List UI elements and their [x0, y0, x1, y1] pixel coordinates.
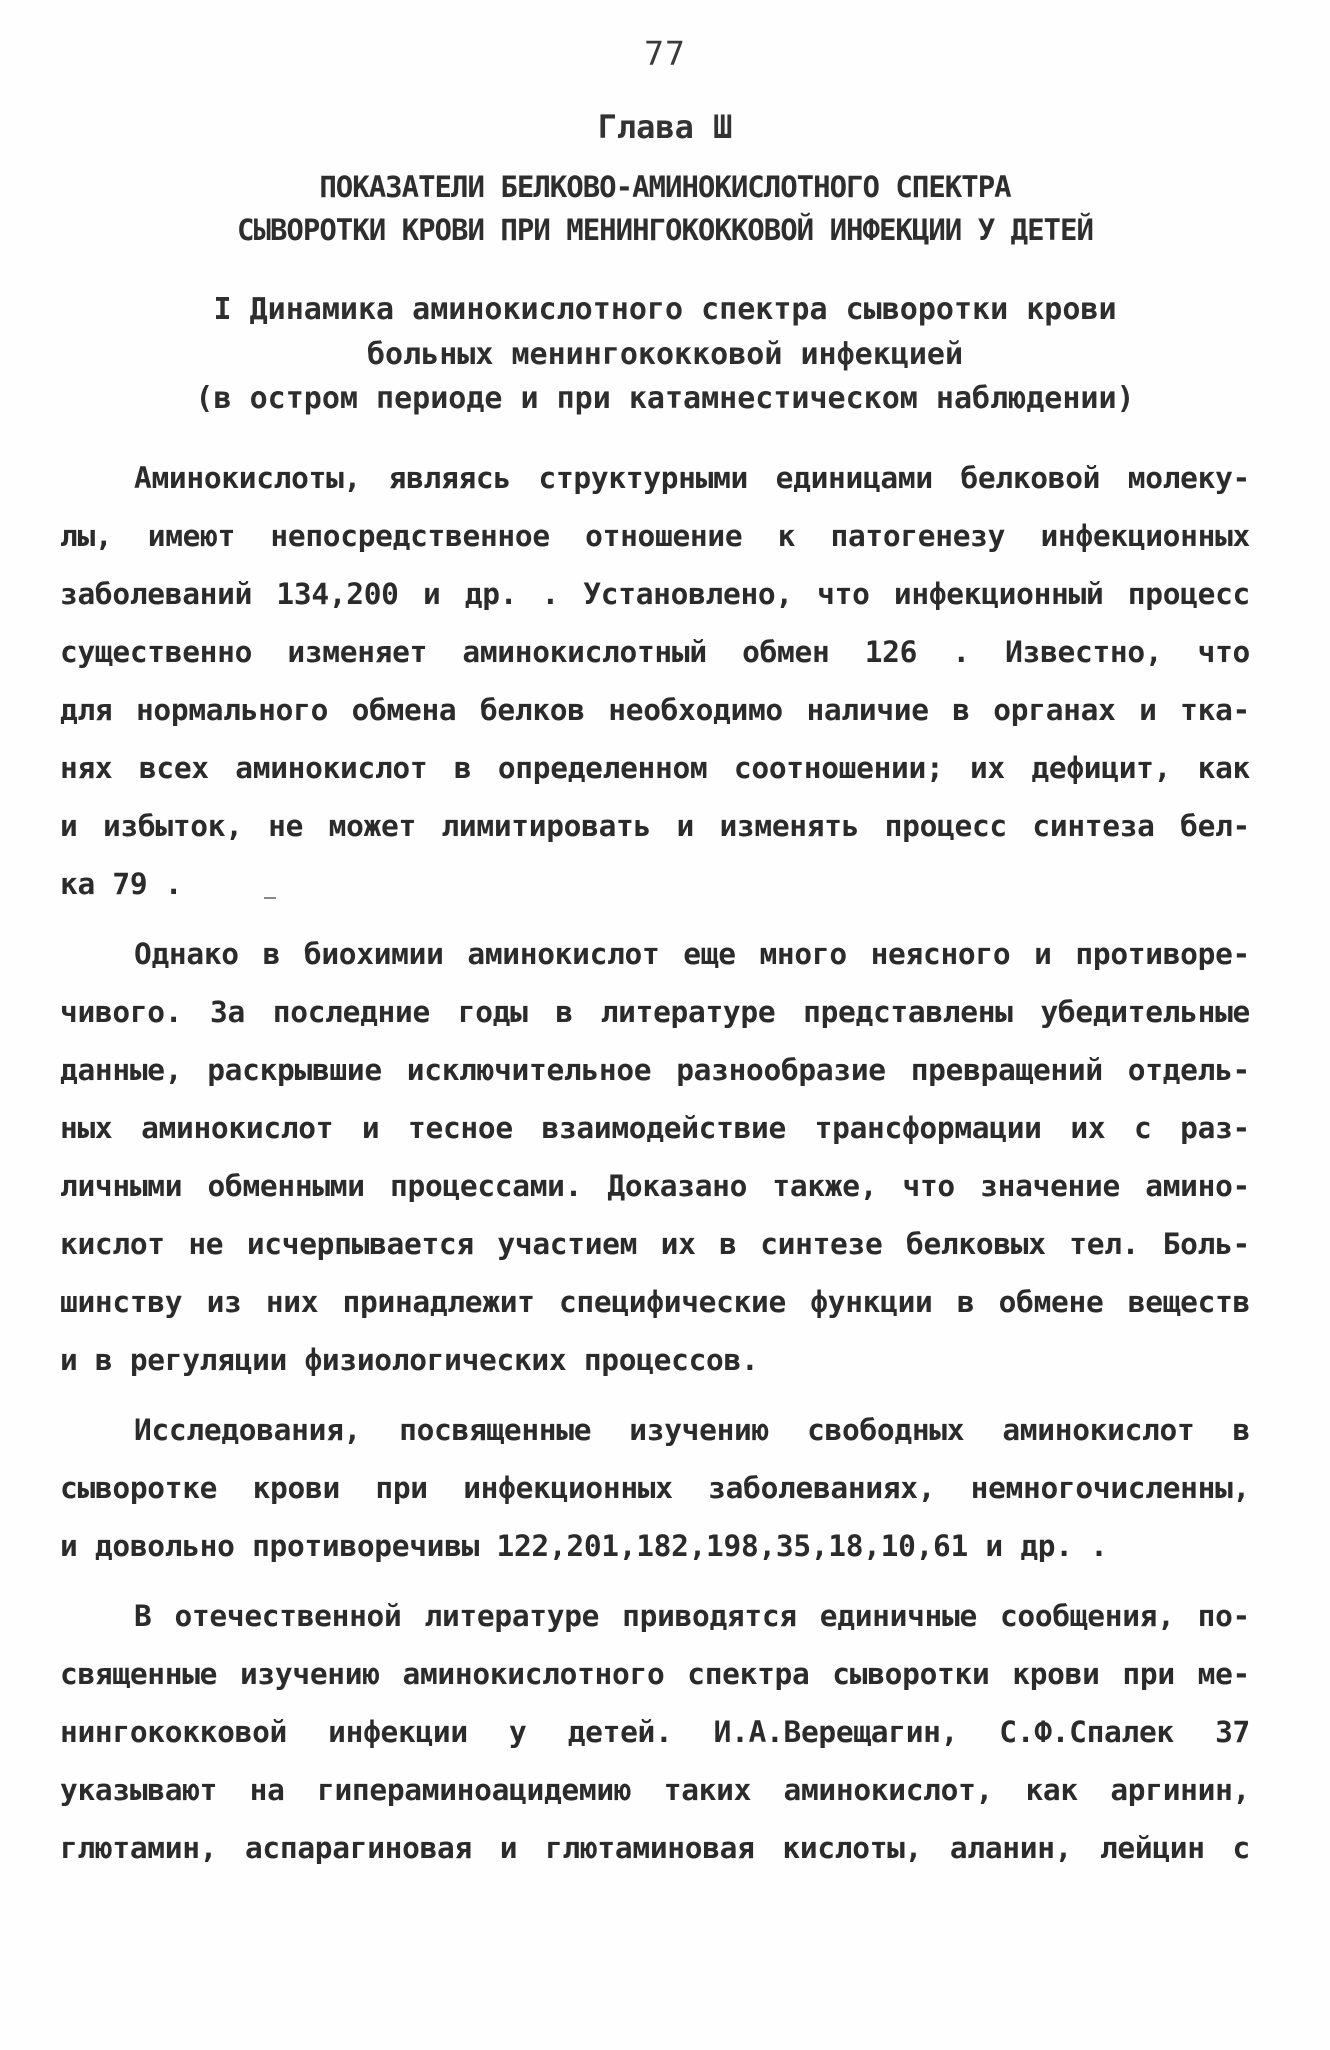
body-line: Однако в биохимии аминокислот еще много неясного и противоре-: [134, 937, 1250, 971]
body-line: чивого. За последние годы в литературе представлены убедительные: [60, 995, 1250, 1029]
body-line: В отечественной литературе приводятся единичные сообщения, по-: [134, 1599, 1250, 1633]
section-heading-line-2: больных менингококковой инфекцией: [366, 337, 964, 372]
body-line: глютамин, аспарагиновая и глютаминовая кислоты, аланин, лейцин с: [60, 1831, 1250, 1865]
body-line: шинству из них принадлежит специфические функции в обмене веществ: [60, 1285, 1250, 1319]
body-line: Исследования, посвященные изучению свободных аминокислот в: [134, 1413, 1250, 1447]
body-line: ка 79 .: [60, 867, 183, 901]
body-line: и избыток, не может лимитировать и изменять процесс синтеза бел-: [60, 809, 1250, 843]
section-heading-line-1: I Динамика аминокислотного спектра сыворотки крови: [213, 292, 1117, 327]
body-line: и довольно противоречивы 122,201,182,198,35,18,10,61 и др. .: [60, 1529, 1108, 1563]
body-line: лы, имеют непосредственное отношение к патогенезу инфекционных: [60, 519, 1250, 553]
section-heading-line-3: (в остром периоде и при катамнестическом наблюдении): [195, 381, 1135, 416]
page-number: 77: [644, 34, 686, 73]
body-line: нях всех аминокислот в определенном соотношении; их дефицит, как: [60, 751, 1250, 785]
body-line: Аминокислоты, являясь структурными единицами белковой молеку-: [134, 461, 1250, 495]
body-line: ных аминокислот и тесное взаимодействие трансформации их с раз-: [60, 1111, 1250, 1145]
body-line: священные изучению аминокислотного спектра сыворотки крови при ме-: [60, 1657, 1250, 1691]
chapter-title-line-2: СЫВОРОТКИ КРОВИ ПРИ МЕНИНГОКОККОВОЙ ИНФЕКЦИИ У ДЕТЕЙ: [237, 213, 1093, 247]
body-line: кислот не исчерпывается участием их в синтезе белковых тел. Боль-: [60, 1227, 1250, 1261]
body-line: существенно изменяет аминокислотный обмен 126 . Известно, что: [60, 635, 1250, 669]
body-line: нингококковой инфекции у детей. И.А.Верещагин, С.Ф.Спалек 37: [60, 1715, 1250, 1749]
stray-mark: [264, 897, 276, 899]
body-line: сыворотке крови при инфекционных заболеваниях, немногочисленны,: [60, 1471, 1250, 1505]
body-line: заболеваний 134,200 и др. . Установлено, что инфекционный процесс: [60, 577, 1250, 611]
chapter-heading: Глава Ш: [597, 108, 733, 146]
body-line: данные, раскрывшие исключительное разнообразие превращений отдель-: [60, 1053, 1250, 1087]
body-line: для нормального обмена белков необходимо наличие в органах и тка-: [60, 693, 1250, 727]
body-line: личными обменными процессами. Доказано также, что значение амино-: [60, 1169, 1250, 1203]
chapter-title-line-1: ПОКАЗАТЕЛИ БЕЛКОВО-АМИНОКИСЛОТНОГО СПЕКТРА: [319, 170, 1011, 204]
body-line: указывают на гипераминоацидемию таких аминокислот, как аргинин,: [60, 1773, 1250, 1807]
body-line: и в регуляции физиологических процессов.: [60, 1343, 759, 1377]
